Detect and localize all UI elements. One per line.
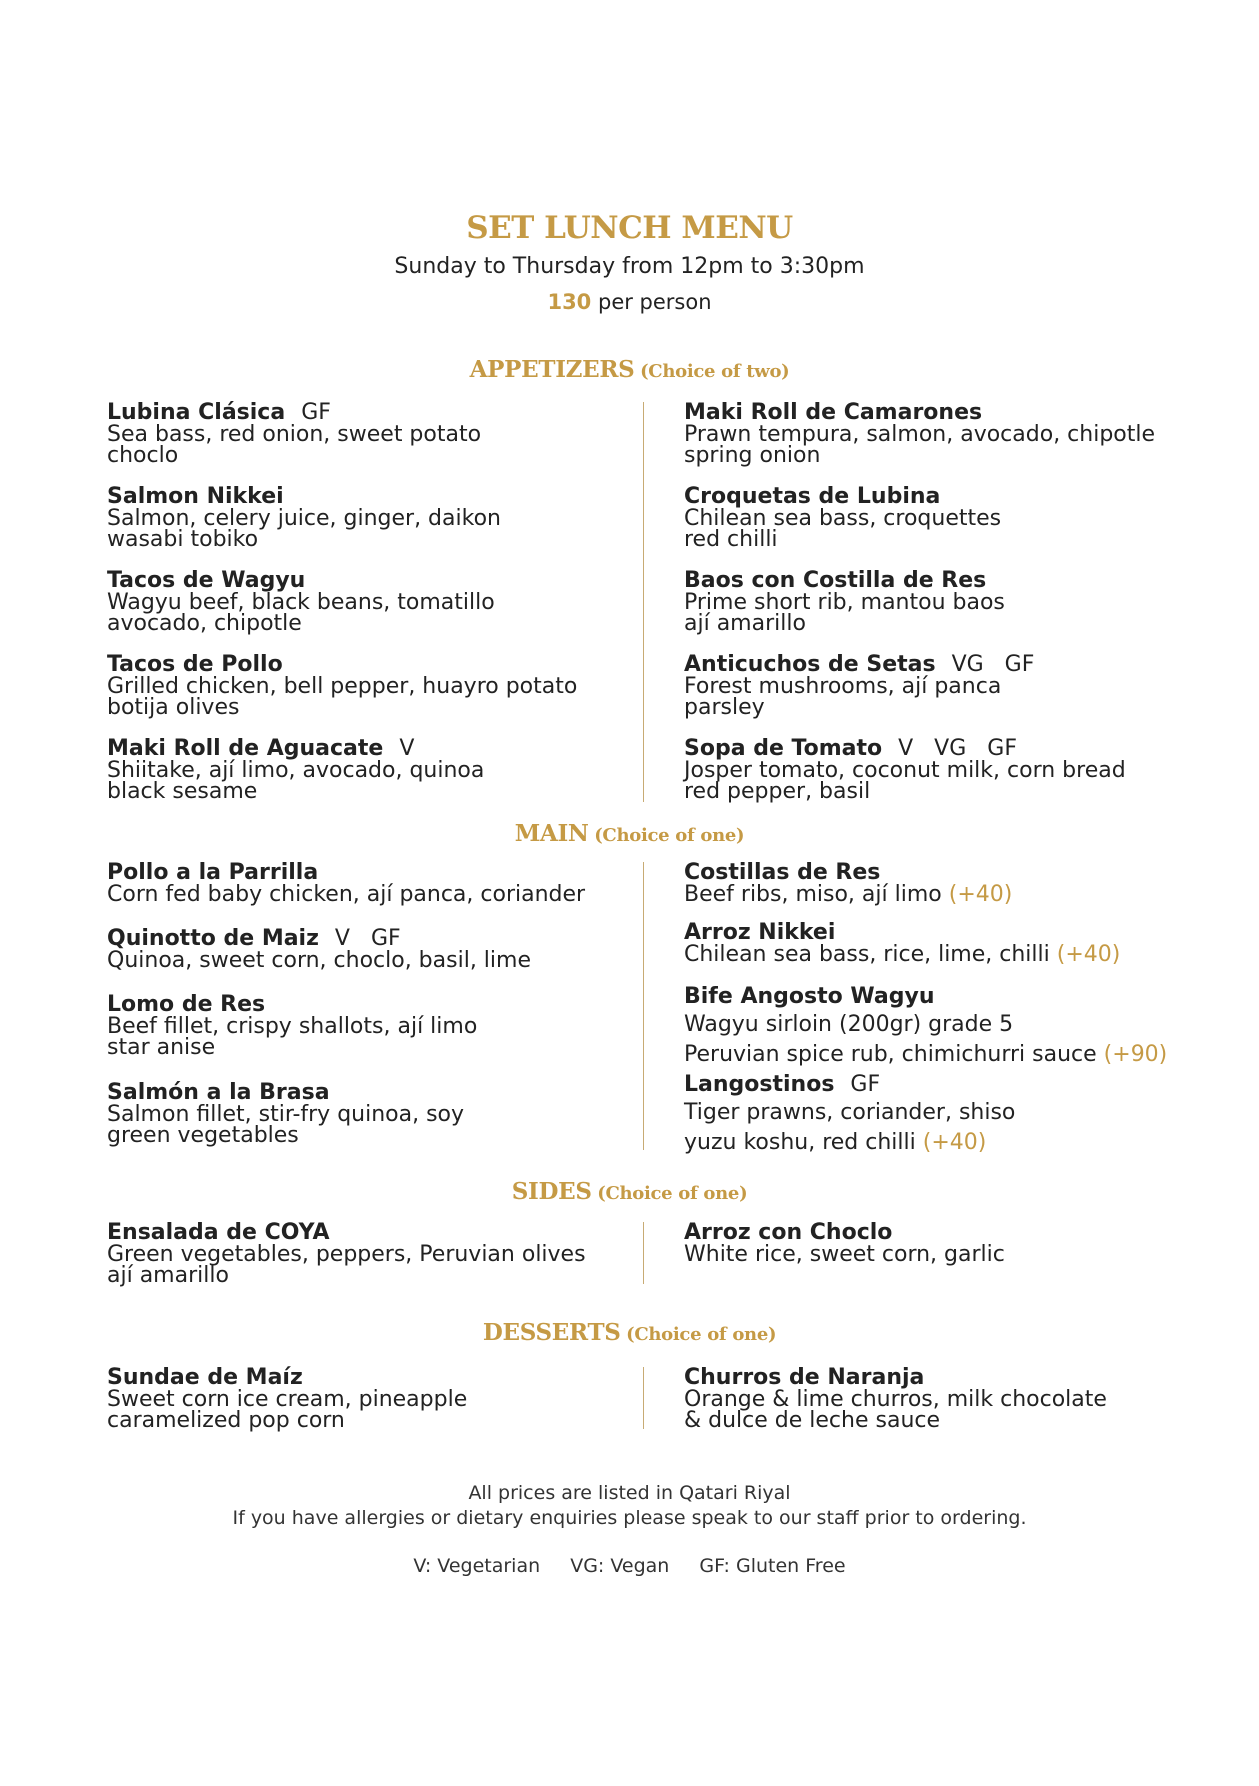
menu-item-description xyxy=(107,1410,637,1431)
menu-item-name: Anticuchos de Setas xyxy=(684,652,936,677)
description-text: choclo xyxy=(107,443,179,468)
section-title: APPETIZERS xyxy=(469,356,635,383)
menu-item-name: Langostinos xyxy=(684,1072,835,1097)
menu-item-description xyxy=(684,424,1244,445)
column-divider xyxy=(643,1367,644,1429)
menu-item-name: Tacos de Pollo xyxy=(107,652,283,677)
menu-item-name: Croquetas de Lubina xyxy=(684,484,941,509)
column-divider xyxy=(643,402,644,802)
price-amount: 130 xyxy=(547,290,592,314)
menu-item-heading xyxy=(684,654,1244,676)
description-text: Beef fillet, crispy shallots, ají limo xyxy=(107,1014,478,1039)
menu-item-description xyxy=(684,1389,1244,1410)
menu-item xyxy=(684,486,1244,550)
description-text: Sweet corn ice cream, pineapple xyxy=(107,1387,468,1412)
dietary-legend xyxy=(0,1554,1259,1579)
description-text: caramelized pop corn xyxy=(107,1408,345,1433)
menu-item-description xyxy=(107,676,637,697)
menu-item-description xyxy=(107,1037,637,1058)
menu-item xyxy=(684,1074,1244,1156)
appetizers-left-column xyxy=(107,402,637,802)
menu-item-heading xyxy=(107,994,637,1016)
menu-item-heading xyxy=(107,1222,637,1244)
menu-item-description xyxy=(107,613,637,634)
dietary-tags: V xyxy=(399,736,415,761)
allergy-note: If you have allergies or dietary enquiries please speak to our staff prior to ordering. xyxy=(232,1507,1027,1529)
menu-item-name: Maki Roll de Aguacate xyxy=(107,736,384,761)
description-text: Prawn tempura, salmon, avocado, chipotle xyxy=(684,422,1156,447)
column-divider xyxy=(643,1222,644,1284)
section-choice: (Choice of one) xyxy=(594,825,745,846)
menu-item-description xyxy=(684,697,1244,718)
menu-item xyxy=(684,570,1244,634)
menu-item xyxy=(684,1367,1244,1431)
description-text: Chilean sea bass, rice, lime, chilli xyxy=(684,942,1050,967)
menu-item-description xyxy=(684,592,1244,613)
menu-item-name: Bife Angosto Wagyu xyxy=(684,984,935,1009)
menu-item-name: Salmon Nikkei xyxy=(107,484,284,509)
menu-item-description xyxy=(107,950,637,971)
menu-item-name: Salmón a la Brasa xyxy=(107,1080,330,1105)
description-text: Josper tomato, coconut milk, corn bread xyxy=(684,758,1126,783)
menu-item xyxy=(107,570,637,634)
menu-item xyxy=(684,738,1244,802)
menu-item-heading xyxy=(107,402,637,424)
description-text: black sesame xyxy=(107,779,258,804)
menu-item-description xyxy=(107,1104,637,1125)
desserts-left-column xyxy=(107,1367,637,1437)
description-text: White rice, sweet corn, garlic xyxy=(684,1242,1005,1267)
menu-item xyxy=(107,1082,637,1146)
menu-item-description xyxy=(107,1265,637,1286)
appetizers-right-column xyxy=(684,402,1244,802)
menu-item-description xyxy=(107,1016,637,1037)
menu-item-description xyxy=(684,1099,1244,1126)
menu-item xyxy=(684,1222,1244,1265)
menu-schedule: Sunday to Thursday from 12pm to 3:30pm xyxy=(394,254,865,279)
main-left-column xyxy=(107,862,637,1152)
description-text: Grilled chicken, bell pepper, huayro potato xyxy=(107,674,578,699)
menu-item-description xyxy=(107,697,637,718)
description-text: Wagyu beef, black beans, tomatillo xyxy=(107,590,495,615)
menu-item xyxy=(684,986,1244,1068)
description-text: Chilean sea bass, croquettes xyxy=(684,506,1002,531)
menu-item xyxy=(107,862,637,905)
menu-item-description xyxy=(107,1125,637,1146)
section-heading-desserts xyxy=(0,1318,1259,1350)
supplement-price: (+40) xyxy=(1056,942,1121,967)
menu-item-name: Arroz Nikkei xyxy=(684,920,836,945)
dietary-tags: GF xyxy=(301,400,331,425)
section-title: SIDES xyxy=(511,1178,592,1205)
description-text: Forest mushrooms, ají panca xyxy=(684,674,1002,699)
menu-item-description xyxy=(684,760,1244,781)
dietary-tags: VG GF xyxy=(951,652,1035,677)
description-text: spring onion xyxy=(684,443,821,468)
section-choice: (Choice of one) xyxy=(597,1183,748,1204)
section-heading-appetizers xyxy=(0,355,1259,387)
menu-item-description xyxy=(107,781,637,802)
legend-gluten-free: GF: Gluten Free xyxy=(699,1555,846,1577)
description-text: wasabi tobiko xyxy=(107,527,259,552)
menu-item-heading xyxy=(684,1074,1244,1096)
menu-item xyxy=(107,1367,637,1431)
description-text: Orange & lime churros, milk chocolate xyxy=(684,1387,1107,1412)
menu-item xyxy=(107,1222,637,1286)
menu-item-description xyxy=(107,445,637,466)
menu-item-description xyxy=(107,592,637,613)
menu-item-description xyxy=(684,944,1244,965)
desserts-right-column xyxy=(684,1367,1244,1437)
menu-item-description xyxy=(107,884,637,905)
description-text: Beef ribs, miso, ají limo xyxy=(684,882,942,907)
supplement-price: (+90) xyxy=(1103,1042,1168,1067)
description-text: Wagyu sirloin (200gr) grade 5 xyxy=(684,1012,1014,1037)
menu-item-description xyxy=(684,508,1244,529)
price-unit: per person xyxy=(597,290,712,314)
menu-item xyxy=(107,486,637,550)
menu-item-heading xyxy=(684,402,1244,424)
dietary-tags: V VG GF xyxy=(898,736,1017,761)
description-text: Quinoa, sweet corn, choclo, basil, lime xyxy=(107,948,531,973)
section-heading-sides xyxy=(0,1177,1259,1209)
menu-item xyxy=(684,862,1244,905)
menu-item xyxy=(107,738,637,802)
dietary-tags: GF xyxy=(850,1072,881,1097)
description-text: Sea bass, red onion, sweet potato xyxy=(107,422,482,447)
sides-left-column xyxy=(107,1222,637,1292)
menu-item-description xyxy=(107,1389,637,1410)
description-text: star anise xyxy=(107,1035,216,1060)
menu-item-description xyxy=(684,613,1244,634)
menu-item-description xyxy=(107,1244,637,1265)
menu-item-heading xyxy=(684,1222,1244,1244)
menu-item-description xyxy=(684,529,1244,550)
menu-item-heading xyxy=(107,1367,637,1389)
menu-item-heading xyxy=(107,570,637,592)
description-text: Corn fed baby chicken, ají panca, coriander xyxy=(107,882,586,907)
menu-item-heading xyxy=(107,654,637,676)
menu-item-name: Arroz con Choclo xyxy=(684,1220,893,1245)
description-text: Green vegetables, peppers, Peruvian olives xyxy=(107,1242,586,1267)
menu-item-description xyxy=(684,1244,1244,1265)
menu-item-name: Costillas de Res xyxy=(684,860,881,885)
menu-item-description xyxy=(684,1129,1244,1156)
description-text: green vegetables xyxy=(107,1123,299,1148)
currency-note: All prices are listed in Qatari Riyal xyxy=(468,1482,791,1504)
description-text: Prime short rib, mantou baos xyxy=(684,590,1005,615)
sides-right-column xyxy=(684,1222,1244,1292)
menu-item-heading xyxy=(684,862,1244,884)
description-text: Peruvian spice rub, chimichurri sauce xyxy=(684,1042,1097,1067)
menu-item-heading xyxy=(107,862,637,884)
menu-item-heading xyxy=(107,486,637,508)
menu-item-description xyxy=(107,760,637,781)
menu-item-name: Sopa de Tomato xyxy=(684,736,883,761)
main-right-column xyxy=(684,860,1244,1155)
description-text: red pepper, basil xyxy=(684,779,871,804)
description-text: Salmon fillet, stir-fry quinoa, soy xyxy=(107,1102,465,1127)
description-text: Tiger prawns, coriander, shiso xyxy=(684,1100,1016,1125)
description-text: Shiitake, ají limo, avocado, quinoa xyxy=(107,758,485,783)
menu-item-heading xyxy=(107,738,637,760)
menu-item-name: Sundae de Maíz xyxy=(107,1365,303,1390)
menu-item xyxy=(684,402,1244,466)
menu-price xyxy=(0,287,1259,317)
menu-item-description xyxy=(107,508,637,529)
column-divider xyxy=(643,862,644,1150)
menu-item-name: Lubina Clásica xyxy=(107,400,286,425)
menu-item-heading xyxy=(684,1367,1244,1389)
menu-item-description xyxy=(107,529,637,550)
description-text: & dulce de leche sauce xyxy=(684,1408,941,1433)
description-text: Salmon, celery juice, ginger, daikon xyxy=(107,506,501,531)
menu-item-heading xyxy=(684,922,1244,944)
menu-item-description xyxy=(684,1041,1244,1068)
menu-item-description xyxy=(684,1011,1244,1038)
menu-item xyxy=(107,654,637,718)
menu-item-name: Tacos de Wagyu xyxy=(107,568,306,593)
menu-item-name: Baos con Costilla de Res xyxy=(684,568,987,593)
dietary-tags: V GF xyxy=(334,926,401,951)
legend-vegan: VG: Vegan xyxy=(570,1555,670,1577)
menu-item-description xyxy=(684,445,1244,466)
section-choice: (Choice of two) xyxy=(640,361,790,382)
description-text: botija olives xyxy=(107,695,240,720)
legend-vegetarian: V: Vegetarian xyxy=(413,1555,541,1577)
menu-item-heading xyxy=(684,486,1244,508)
menu-item-description xyxy=(684,1410,1244,1431)
menu-item-heading xyxy=(107,1082,637,1104)
description-text: ají amarillo xyxy=(684,611,806,636)
description-text: yuzu koshu, red chilli xyxy=(684,1130,916,1155)
menu-item xyxy=(684,654,1244,718)
section-heading-main xyxy=(0,819,1259,851)
menu-item-description xyxy=(684,884,1244,905)
description-text: red chilli xyxy=(684,527,778,552)
menu-item-heading xyxy=(107,928,637,950)
menu-item-heading xyxy=(684,570,1244,592)
menu-item-name: Churros de Naranja xyxy=(684,1365,925,1390)
menu-item xyxy=(107,928,637,971)
menu-item xyxy=(684,922,1244,965)
section-title: DESSERTS xyxy=(482,1319,621,1346)
supplement-price: (+40) xyxy=(922,1130,987,1155)
menu-item-name: Ensalada de COYA xyxy=(107,1220,330,1245)
menu-item-heading xyxy=(684,738,1244,760)
menu-item-description xyxy=(684,781,1244,802)
menu-title: SET LUNCH MENU xyxy=(466,210,793,246)
menu-item-name: Quinotto de Maiz xyxy=(107,926,319,951)
menu-item-heading xyxy=(684,986,1244,1008)
menu-item xyxy=(107,994,637,1058)
description-text: parsley xyxy=(684,695,765,720)
section-choice: (Choice of one) xyxy=(626,1324,777,1345)
menu-item-name: Maki Roll de Camarones xyxy=(684,400,983,425)
section-title: MAIN xyxy=(514,820,589,847)
menu-item-description xyxy=(107,424,637,445)
description-text: avocado, chipotle xyxy=(107,611,302,636)
menu-item xyxy=(107,402,637,466)
menu-item-name: Pollo a la Parrilla xyxy=(107,860,319,885)
description-text: ají amarillo xyxy=(107,1263,229,1288)
menu-item-description xyxy=(684,676,1244,697)
supplement-price: (+40) xyxy=(948,882,1013,907)
menu-item-name: Lomo de Res xyxy=(107,992,266,1017)
